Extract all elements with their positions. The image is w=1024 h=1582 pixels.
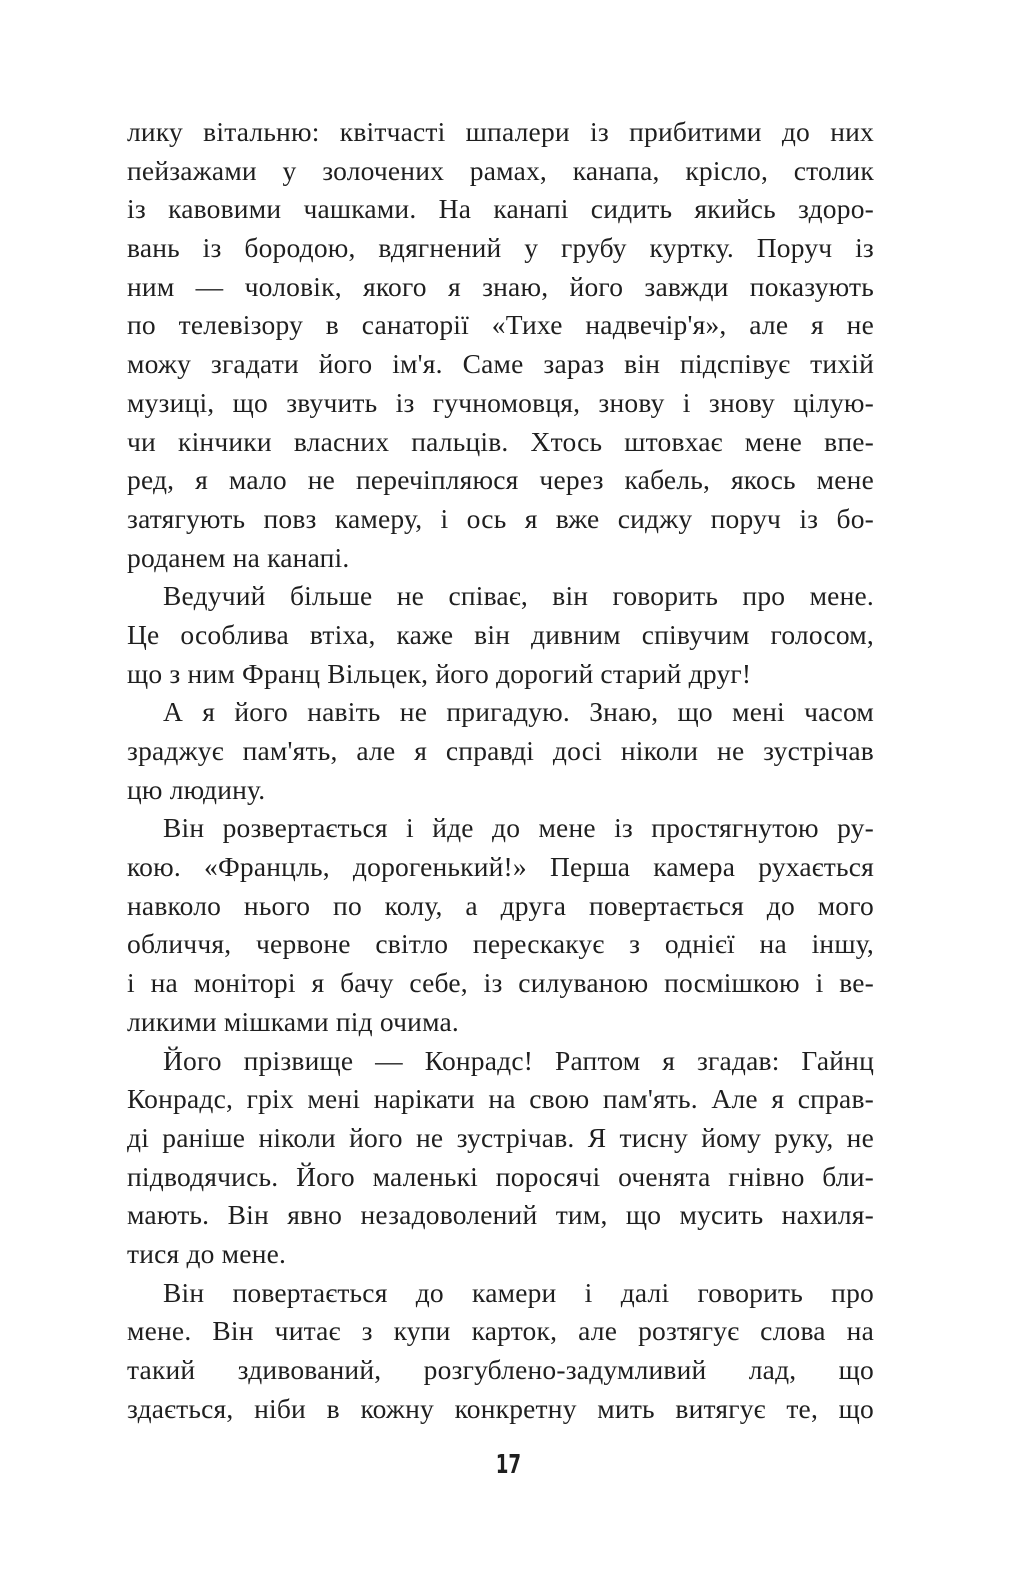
text-line: зраджує пам'ять, але я справді досі ніколи не зустрічав <box>127 735 874 766</box>
text-line: обличчя, червоне світло перескакує з однієї на іншу, <box>127 928 874 960</box>
text-line: музиці, що звучить із гучномовця, знову і знову цілую- <box>127 386 874 418</box>
body-text <box>127 113 874 1428</box>
paragraph <box>127 809 874 1041</box>
text-line: що з ним Франц Вільцек, його дорогий старий друг! <box>127 657 752 689</box>
paragraph <box>127 1274 874 1429</box>
text-line: мене. Він читає з купи карток, але розтягує слова на <box>127 1315 874 1347</box>
text-line: Це особлива втіха, каже він дивним співучим голосом, <box>127 618 874 650</box>
text-line: цю людину. <box>127 773 266 805</box>
text-line: мають. Він явно незадоволений тим, що мусить нахиля- <box>127 1199 874 1231</box>
paragraph <box>127 693 874 809</box>
text-line: роданем на канапі. <box>127 541 350 573</box>
text-line: кою. «Францль, дорогенький!» Перша камера рухається <box>127 851 874 883</box>
text-line: підводячись. Його маленькі поросячі оченята гнівно бли- <box>127 1160 874 1192</box>
text-line: по телевізору в санаторії «Тихе надвечір'я», але я не <box>127 309 874 341</box>
text-line: ред, я мало не перечіпляюся через кабель, якось мене <box>127 464 874 496</box>
text-line: Конрадс, гріх мені нарікати на свою пам'ять. Але я справ- <box>127 1083 874 1115</box>
text-line: тися до мене. <box>127 1237 287 1269</box>
text-line: Він розвертається і йде до мене із простягнутою ру- <box>163 812 874 844</box>
text-line: Його прізвище — Конрадс! Раптом я згадав: Гайнц <box>163 1044 874 1076</box>
text-line: вань із бородою, вдягнений у грубу куртку. Поруч із <box>127 232 874 264</box>
text-line: можу згадати його ім'я. Саме зараз він підспівує тихій <box>127 348 874 380</box>
text-line: ликими мішками під очима. <box>127 1005 459 1037</box>
text-line: лику вітальню: квітчасті шпалери із прибитими до них <box>127 116 874 147</box>
text-line: із кавовими чашками. На канапі сидить якийсь здоро- <box>127 193 874 225</box>
text-line: А я його навіть не пригадую. Знаю, що мені часом <box>163 696 874 728</box>
text-line: чи кінчики власних пальців. Хтось штовхає мене впе- <box>127 425 874 457</box>
text-line: і на моніторі я бачу себе, із силуваною посмішкою і ве- <box>127 967 874 999</box>
text-line: навколо нього по колу, а друга повертається до мого <box>127 889 874 921</box>
page-number: 17 <box>495 1450 522 1480</box>
text-line: такий здивований, розгублено-задумливий лад, що <box>127 1354 874 1385</box>
text-line: Ведучий більше не співає, він говорить про мене. <box>163 580 874 612</box>
paragraph <box>127 1042 874 1274</box>
paragraph <box>127 577 874 693</box>
text-line: ді раніше ніколи його не зустрічав. Я тисну йому руку, не <box>127 1121 874 1153</box>
text-line: Він повертається до камери і далі говорить про <box>163 1276 874 1308</box>
text-line: пейзажами у золочених рамах, канапа, крісло, столик <box>127 154 874 186</box>
text-line: затягують повз камеру, і ось я вже сиджу поруч із бо- <box>127 502 874 534</box>
text-line: здається, ніби в кожну конкретну мить витягує те, що <box>127 1392 874 1424</box>
text-line: ним — чоловік, якого я знаю, його завжди показують <box>127 270 874 302</box>
paragraph <box>127 113 874 577</box>
